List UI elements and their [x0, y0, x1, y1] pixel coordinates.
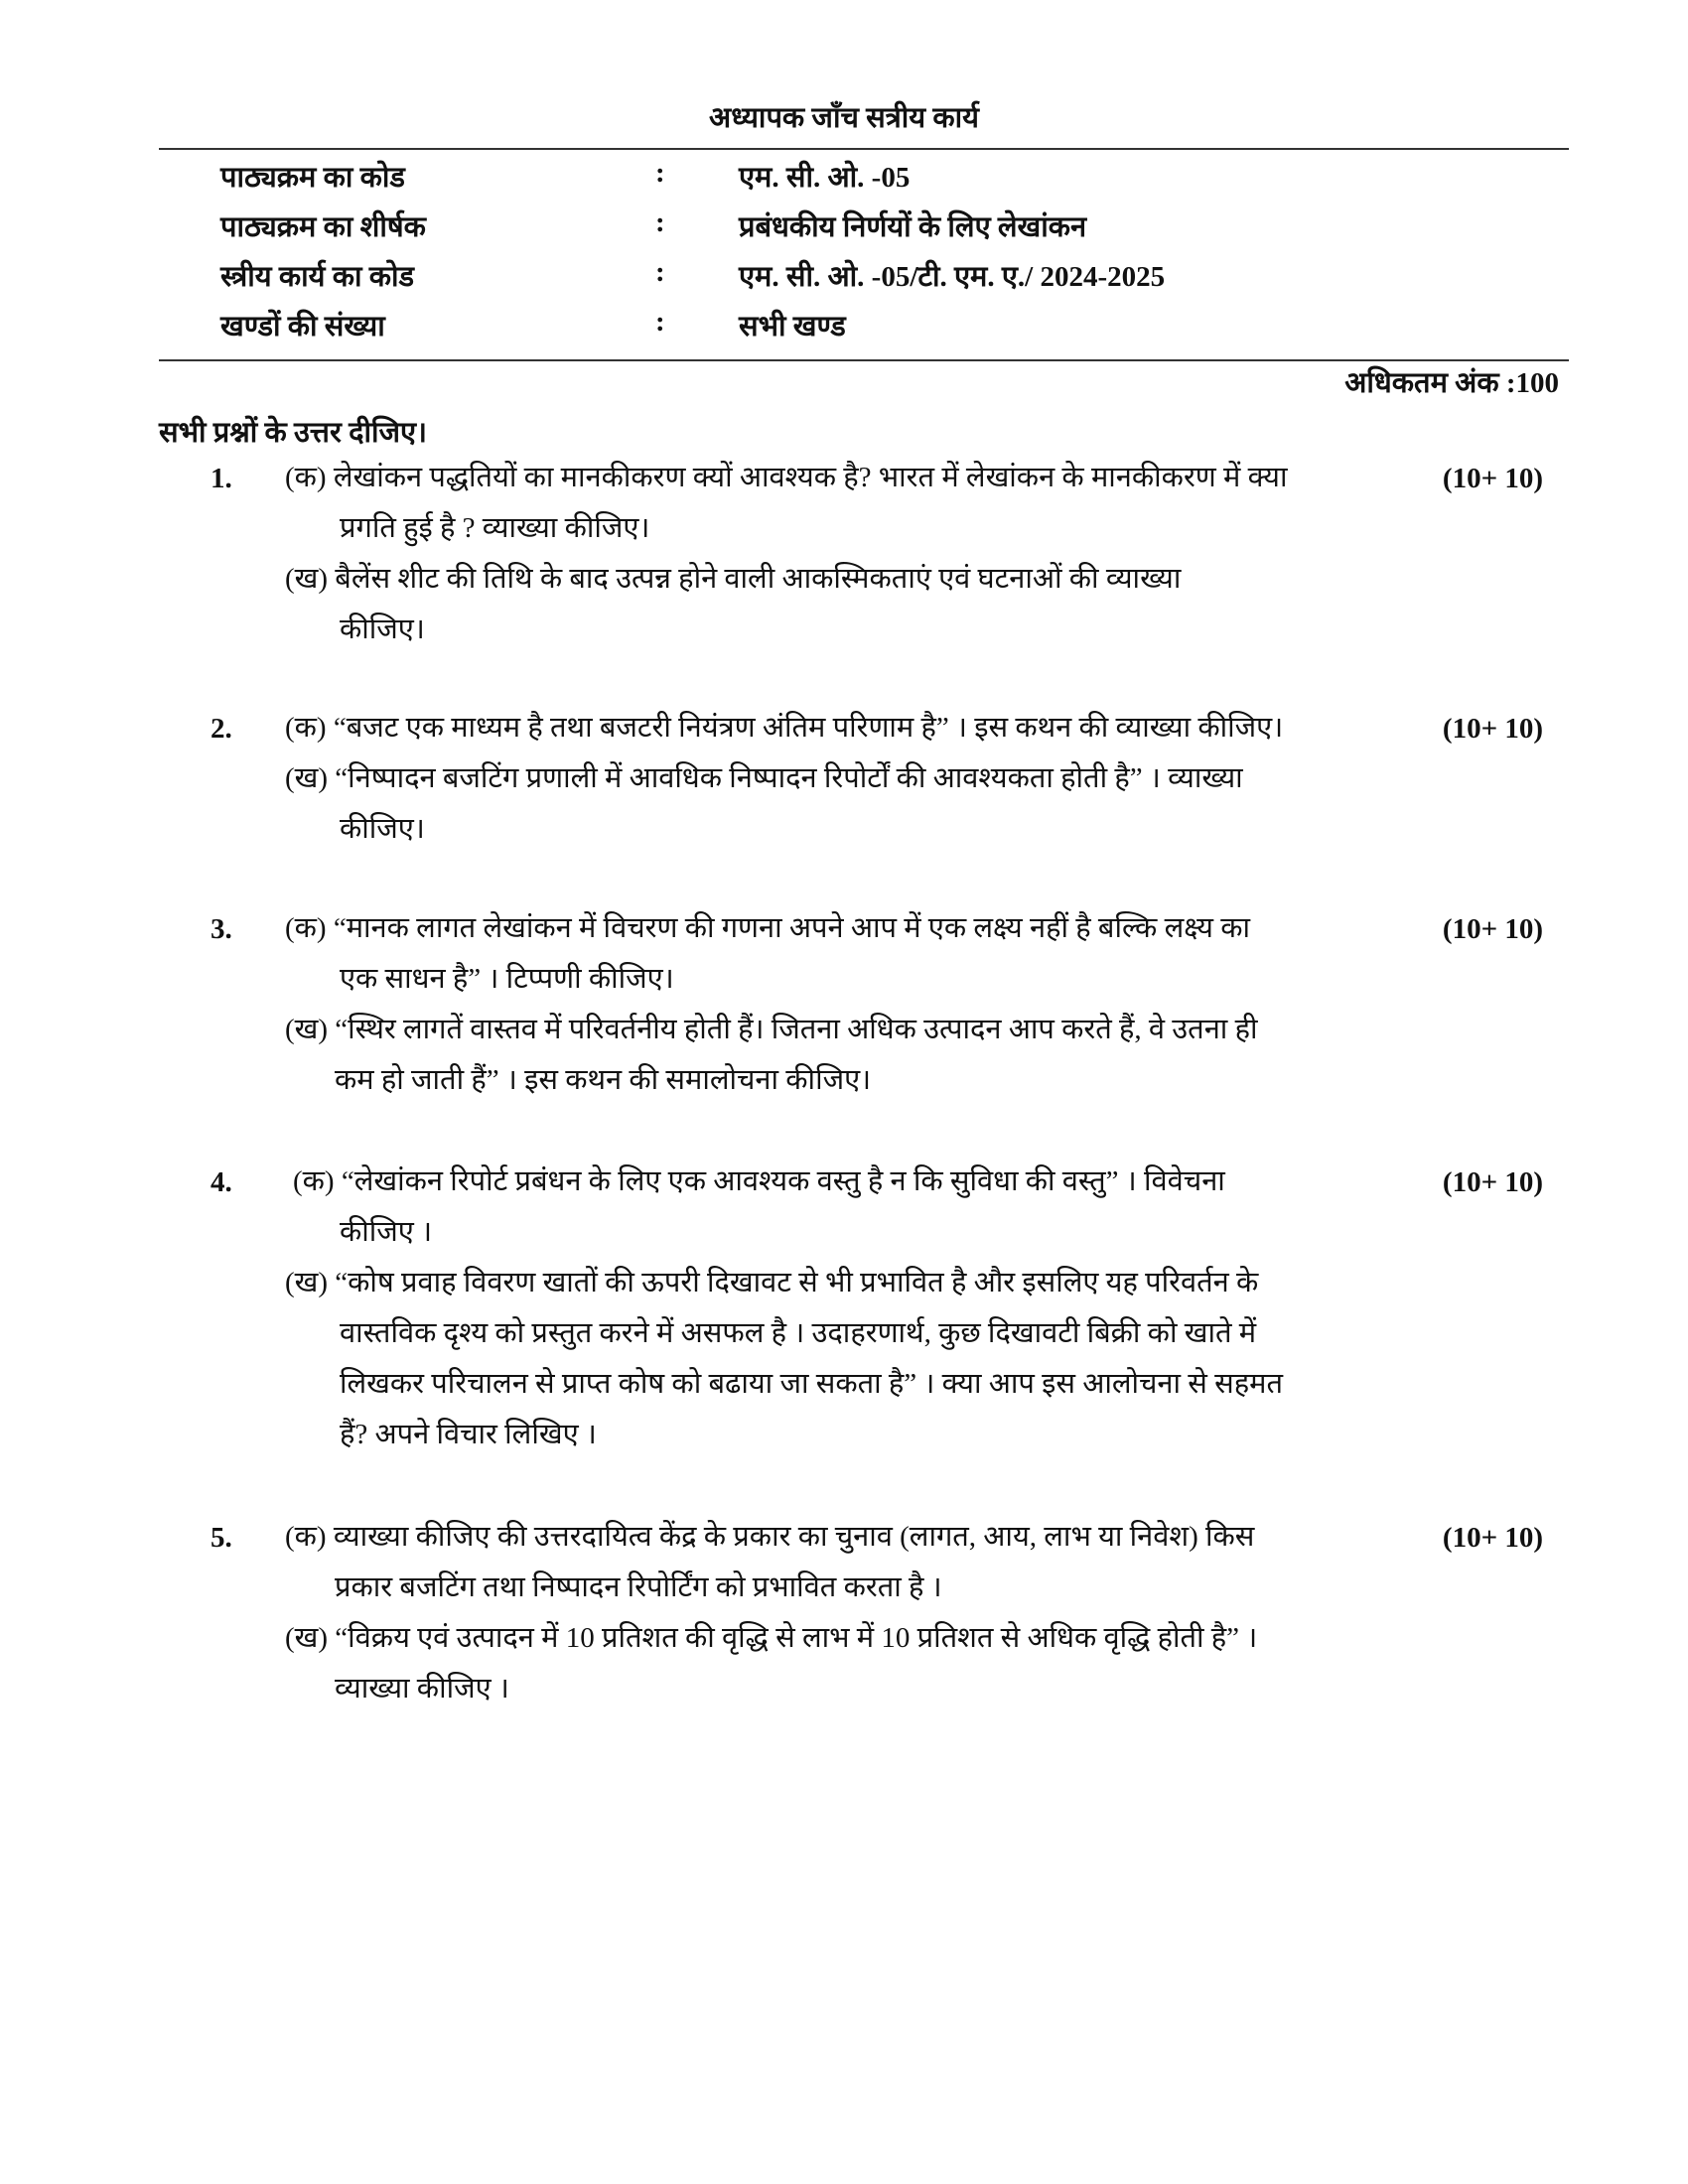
- question-part-kha: [285, 554, 1392, 655]
- meta-value: एम. सी. ओ. -05/टी. एम. ए./ 2024-2025: [739, 261, 1166, 293]
- question-part-kha: [285, 1613, 1392, 1714]
- part-line: कीजिए।: [340, 813, 425, 845]
- part-line: कम हो जाती हैं” । इस कथन की समालोचना कीजिए।: [335, 1064, 872, 1096]
- question-marks: (10+ 10): [1442, 913, 1543, 945]
- part-line: प्रगति हुई है ? व्याख्या कीजिए।: [340, 512, 650, 544]
- question-part-ka: [285, 1512, 1392, 1613]
- question-part-kha: [285, 753, 1392, 855]
- meta-colon: :: [655, 206, 665, 238]
- header-top-rule: [159, 148, 1569, 150]
- meta-colon: :: [655, 306, 665, 338]
- question-marks: (10+ 10): [1442, 1166, 1543, 1198]
- question-part-ka: [285, 703, 1392, 753]
- question-part-ka: [293, 1157, 1400, 1258]
- part-line: (क) व्याख्या कीजिए की उत्तरदायित्व केंद्र के प्रकार का चुनाव (लागत, आय, लाभ या निवेश) किस: [285, 1521, 1255, 1553]
- question-part-kha: [285, 1005, 1392, 1106]
- question-number: 4.: [211, 1166, 232, 1198]
- question-marks: (10+ 10): [1442, 463, 1543, 494]
- part-line: लिखकर परिचालन से प्राप्त कोष को बढाया जा सकता है” । क्या आप इस आलोचना से सहमत: [340, 1368, 1284, 1400]
- part-line: (क) लेखांकन पद्धतियों का मानकीकरण क्यों आवश्यक है? भारत में लेखांकन के मानकीकरण में क्या: [285, 462, 1288, 493]
- part-line: (क) “बजट एक माध्यम है तथा बजटरी नियंत्रण अंतिम परिणाम है” । इस कथन की व्याख्या कीजिए।: [285, 712, 1284, 744]
- meta-label: खण्डों की संख्या: [220, 311, 385, 342]
- max-marks: अधिकतम अंक :100: [1344, 367, 1559, 399]
- question-number: 3.: [211, 913, 232, 945]
- question-marks: (10+ 10): [1442, 713, 1543, 745]
- part-line: (क) “मानक लागत लेखांकन में विचरण की गणना अपने आप में एक लक्ष्य नहीं है बल्कि लक्ष्य का: [285, 912, 1250, 944]
- question-number: 5.: [211, 1522, 232, 1554]
- part-line: व्याख्या कीजिए ।: [335, 1673, 509, 1705]
- instruction: सभी प्रश्नों के उत्तर दीजिए।: [159, 417, 428, 449]
- question-part-ka: [285, 453, 1392, 554]
- part-line: कीजिए।: [340, 614, 425, 645]
- part-line: (ख) बैलेंस शीट की तिथि के बाद उत्पन्न होने वाली आकस्मिकताएं एवं घटनाओं की व्याख्या: [285, 563, 1182, 595]
- meta-label: पाठ्यक्रम का कोड: [220, 162, 405, 194]
- question-marks: (10+ 10): [1442, 1522, 1543, 1554]
- part-line: (ख) “निष्पादन बजटिंग प्रणाली में आवधिक निष्पादन रिपोर्टों की आवश्यकता होती है” । व्याख्या: [285, 762, 1243, 794]
- meta-label: पाठ्यक्रम का शीर्षक: [220, 211, 426, 243]
- part-line: (ख) “विक्रय एवं उत्पादन में 10 प्रतिशत की वृद्धि से लाभ में 10 प्रतिशत से अधिक वृद्धि होती है” ।: [285, 1622, 1258, 1654]
- question-part-kha: [285, 1258, 1392, 1460]
- document-title: अध्यापक जाँच सत्रीय कार्य: [709, 102, 979, 134]
- meta-colon: :: [655, 157, 665, 189]
- part-line: (ख) “कोष प्रवाह विवरण खातों की ऊपरी दिखावट से भी प्रभावित है और इसलिए यह परिवर्तन के: [285, 1267, 1259, 1298]
- part-line: एक साधन है” । टिप्पणी कीजिए।: [340, 963, 674, 995]
- part-line: (ख) “स्थिर लागतें वास्तव में परिवर्तनीय होती हैं। जितना अधिक उत्पादन आप करते हैं, वे उतना ही: [285, 1014, 1258, 1045]
- question-number: 2.: [211, 713, 232, 745]
- meta-label: स्त्रीय कार्य का कोड: [220, 261, 415, 293]
- meta-value: एम. सी. ओ. -05: [739, 162, 911, 194]
- question-number: 1.: [211, 463, 232, 494]
- part-line: प्रकार बजटिंग तथा निष्पादन रिपोर्टिंग को प्रभावित करता है ।: [335, 1571, 942, 1603]
- meta-value: सभी खण्ड: [739, 311, 846, 342]
- part-line: (क) “लेखांकन रिपोर्ट प्रबंधन के लिए एक आवश्यक वस्तु है न कि सुविधा की वस्तु” । विवेचना: [293, 1165, 1225, 1197]
- part-line: हैं? अपने विचार लिखिए ।: [340, 1419, 597, 1450]
- question-part-ka: [285, 903, 1392, 1005]
- part-line: कीजिए ।: [340, 1216, 433, 1248]
- meta-value: प्रबंधकीय निर्णयों के लिए लेखांकन: [739, 211, 1087, 243]
- meta-colon: :: [655, 256, 665, 288]
- header-bottom-rule: [159, 359, 1569, 361]
- part-line: वास्तविक दृश्य को प्रस्तुत करने में असफल है । उदाहरणार्थ, कुछ दिखावटी बिक्री को खाते में: [340, 1317, 1257, 1349]
